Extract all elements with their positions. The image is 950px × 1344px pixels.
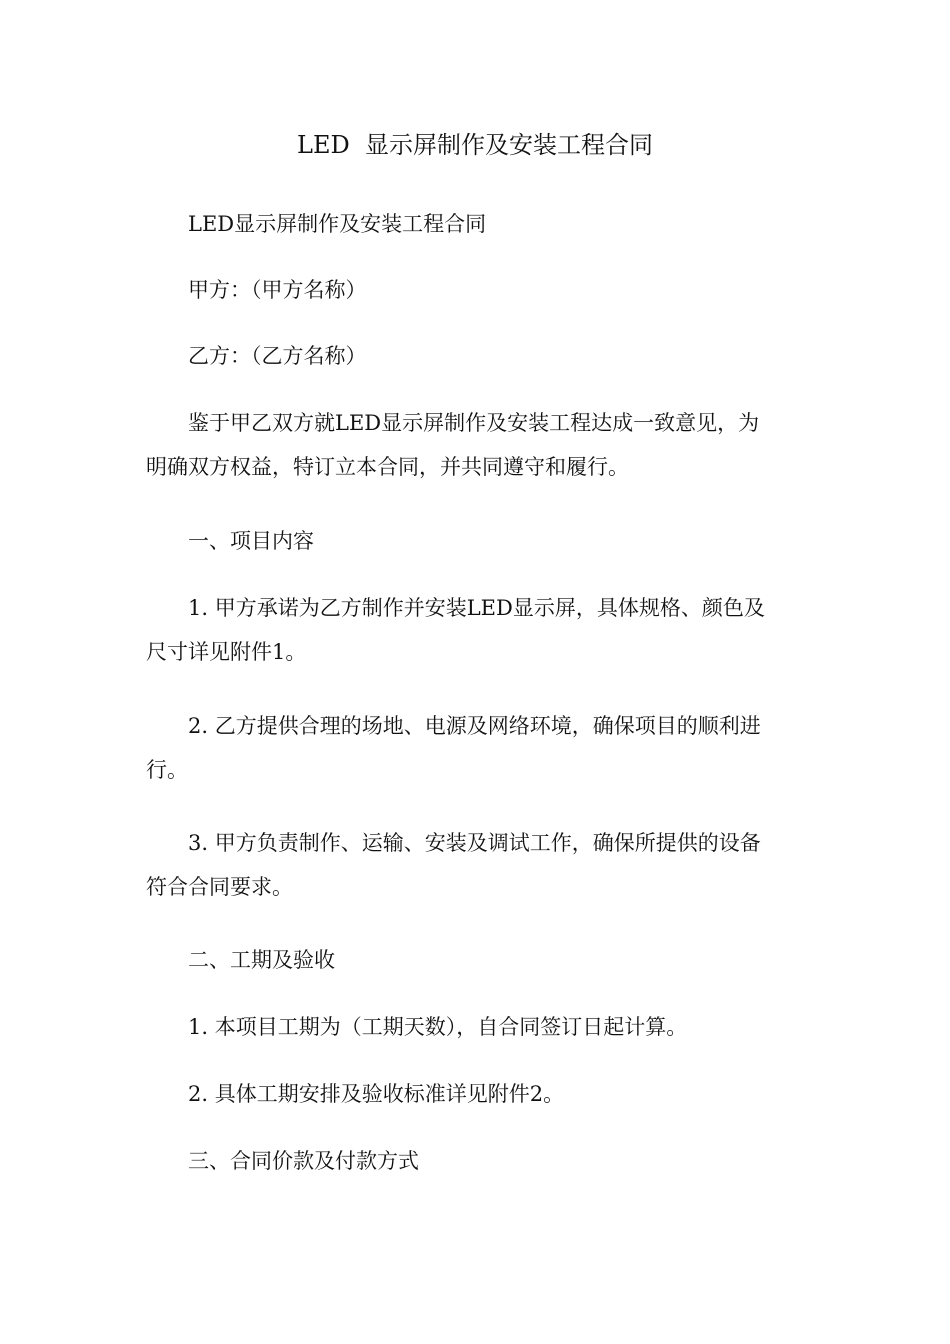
intro-line-1: 鉴于甲乙双方就LED显示屏制作及安装工程达成一致意见，为 — [188, 411, 760, 435]
document-subtitle: LED显示屏制作及安装工程合同 — [188, 212, 487, 236]
s1-item2-line-1: 2. 乙方提供合理的场地、电源及网络环境，确保项目的顺利进 — [188, 714, 761, 738]
s1-item1-line-2: 尺寸详见附件1。 — [146, 640, 307, 664]
s1-item2-line-2: 行。 — [146, 758, 188, 782]
section-3-heading: 三、合同价款及付款方式 — [188, 1149, 419, 1173]
s1-item1-line-1: 1. 甲方承诺为乙方制作并安装LED显示屏，具体规格、颜色及 — [188, 596, 765, 620]
party-b-line: 乙方：（乙方名称） — [188, 344, 367, 368]
s1-item3-line-2: 符合合同要求。 — [146, 875, 293, 899]
section-1-item-1 — [146, 591, 806, 669]
intro-paragraph — [146, 406, 806, 484]
section-1-item-3 — [146, 826, 806, 904]
section-1-item-2 — [146, 709, 806, 787]
document-title: LED 显示屏制作及安装工程合同 — [297, 131, 653, 159]
intro-line-2: 明确双方权益，特订立本合同，并共同遵守和履行。 — [146, 455, 629, 479]
section-2-item-1: 1. 本项目工期为（工期天数），自合同签订日起计算。 — [188, 1015, 688, 1039]
section-1-heading: 一、项目内容 — [188, 529, 314, 553]
section-2-heading: 二、工期及验收 — [188, 948, 335, 972]
section-2-item-2: 2. 具体工期安排及验收标准详见附件2。 — [188, 1082, 565, 1106]
s1-item3-line-1: 3. 甲方负责制作、运输、安装及调试工作，确保所提供的设备 — [188, 831, 761, 855]
party-a-line: 甲方：（甲方名称） — [188, 278, 367, 302]
